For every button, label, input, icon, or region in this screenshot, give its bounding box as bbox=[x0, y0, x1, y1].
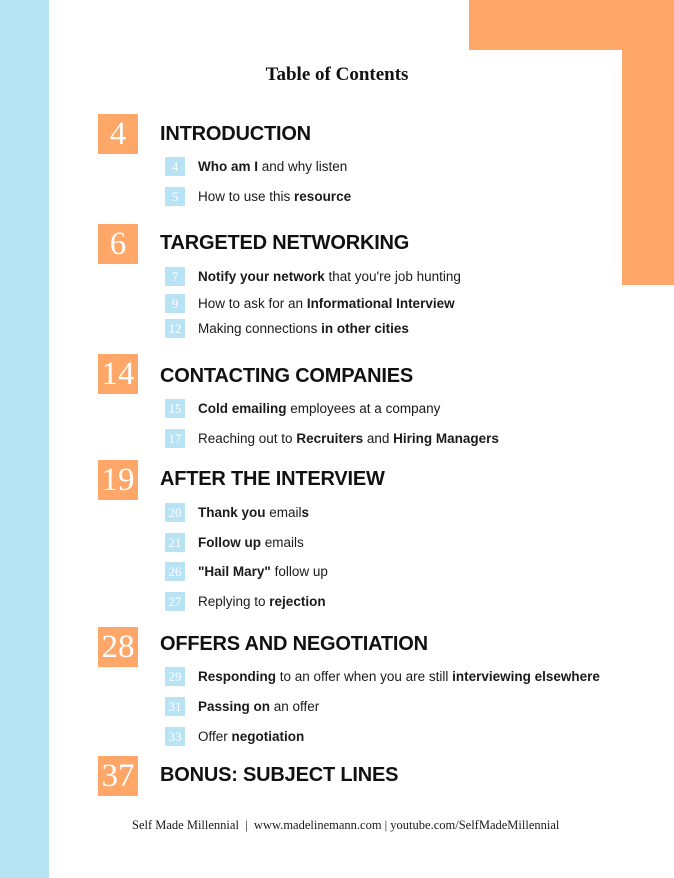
section-number: 28 bbox=[98, 627, 138, 667]
item-page-number: 33 bbox=[165, 727, 185, 746]
item-text-regular: to an offer when you are still bbox=[276, 669, 453, 684]
section-title: OFFERS AND NEGOTIATION bbox=[160, 633, 428, 655]
item-page-number: 17 bbox=[165, 429, 185, 448]
item-page-number: 20 bbox=[165, 503, 185, 522]
item-text-regular: How to ask for an bbox=[198, 296, 307, 311]
item-text-bold: in other cities bbox=[321, 321, 409, 336]
list-item bbox=[198, 267, 461, 286]
item-text-regular: Reaching out to bbox=[198, 431, 297, 446]
item-text-bold: Thank you bbox=[198, 505, 266, 520]
section-number: 14 bbox=[98, 354, 138, 394]
section-number: 19 bbox=[98, 460, 138, 500]
list-item bbox=[198, 727, 304, 746]
item-page-number: 21 bbox=[165, 533, 185, 552]
item-text-bold: s bbox=[301, 505, 310, 520]
list-item bbox=[198, 667, 600, 686]
item-page-number: 15 bbox=[165, 399, 185, 418]
item-text-bold: negotiation bbox=[231, 729, 305, 744]
list-item bbox=[198, 562, 328, 581]
list-item bbox=[198, 294, 455, 313]
list-item bbox=[198, 157, 347, 176]
item-page-number: 9 bbox=[165, 294, 185, 313]
item-text-bold: Informational Interview bbox=[306, 296, 455, 311]
item-text-bold: interviewing elsewhere bbox=[452, 669, 600, 684]
section-number: 37 bbox=[98, 756, 138, 796]
item-text-bold: Passing on bbox=[198, 699, 271, 714]
list-item bbox=[198, 503, 309, 522]
list-item bbox=[198, 592, 326, 611]
item-text-regular: and bbox=[363, 431, 394, 446]
item-text-bold: Responding bbox=[198, 669, 276, 684]
item-text-bold: resource bbox=[294, 189, 352, 204]
item-text-bold: Who am I bbox=[198, 159, 258, 174]
item-text-regular: Replying to bbox=[198, 594, 270, 609]
list-item bbox=[198, 533, 304, 552]
section-title: AFTER THE INTERVIEW bbox=[160, 468, 385, 490]
list-item bbox=[198, 319, 409, 338]
list-item bbox=[198, 187, 351, 206]
section-title: TARGETED NETWORKING bbox=[160, 232, 410, 254]
item-text-bold: Hiring Managers bbox=[393, 431, 499, 446]
item-page-number: 29 bbox=[165, 667, 185, 686]
item-text-regular: an offer bbox=[270, 699, 320, 714]
item-text-regular: and why listen bbox=[258, 159, 348, 174]
item-text-regular: Making connections bbox=[198, 321, 322, 336]
item-text-bold: Notify your network bbox=[198, 269, 325, 284]
item-text-regular: emails bbox=[261, 535, 304, 550]
left-stripe bbox=[0, 0, 49, 878]
item-text-bold: Recruiters bbox=[296, 431, 364, 446]
item-page-number: 27 bbox=[165, 592, 185, 611]
item-page-number: 5 bbox=[165, 187, 185, 206]
list-item bbox=[198, 399, 440, 418]
section-title: CONTACTING COMPANIES bbox=[160, 365, 414, 387]
item-page-number: 26 bbox=[165, 562, 185, 581]
item-text-bold: "Hail Mary" bbox=[198, 564, 271, 579]
footer: Self Made Millennial | www.madelinemann.com | youtube.com/SelfMadeMillennial bbox=[132, 818, 560, 832]
item-text-regular: How to use this bbox=[198, 189, 295, 204]
item-text-regular: follow up bbox=[270, 564, 328, 579]
item-page-number: 7 bbox=[165, 267, 185, 286]
item-text-bold: rejection bbox=[269, 594, 326, 609]
item-page-number: 4 bbox=[165, 157, 185, 176]
item-page-number: 31 bbox=[165, 697, 185, 716]
section-title: INTRODUCTION bbox=[160, 123, 311, 145]
page-title: Table of Contents bbox=[265, 64, 409, 85]
item-text-regular: email bbox=[265, 505, 302, 520]
orange-side-block bbox=[622, 0, 674, 285]
item-text-bold: Follow up bbox=[198, 535, 261, 550]
item-text-regular: Offer bbox=[198, 729, 232, 744]
list-item bbox=[198, 697, 319, 716]
section-number: 4 bbox=[98, 114, 138, 154]
item-text-regular: that you're job hunting bbox=[324, 269, 461, 284]
item-text-regular: employees at a company bbox=[286, 401, 441, 416]
item-text-bold: Cold emailing bbox=[198, 401, 287, 416]
item-page-number: 12 bbox=[165, 319, 185, 338]
list-item bbox=[198, 429, 499, 448]
section-title: BONUS: SUBJECT LINES bbox=[160, 764, 399, 786]
section-number: 6 bbox=[98, 224, 138, 264]
